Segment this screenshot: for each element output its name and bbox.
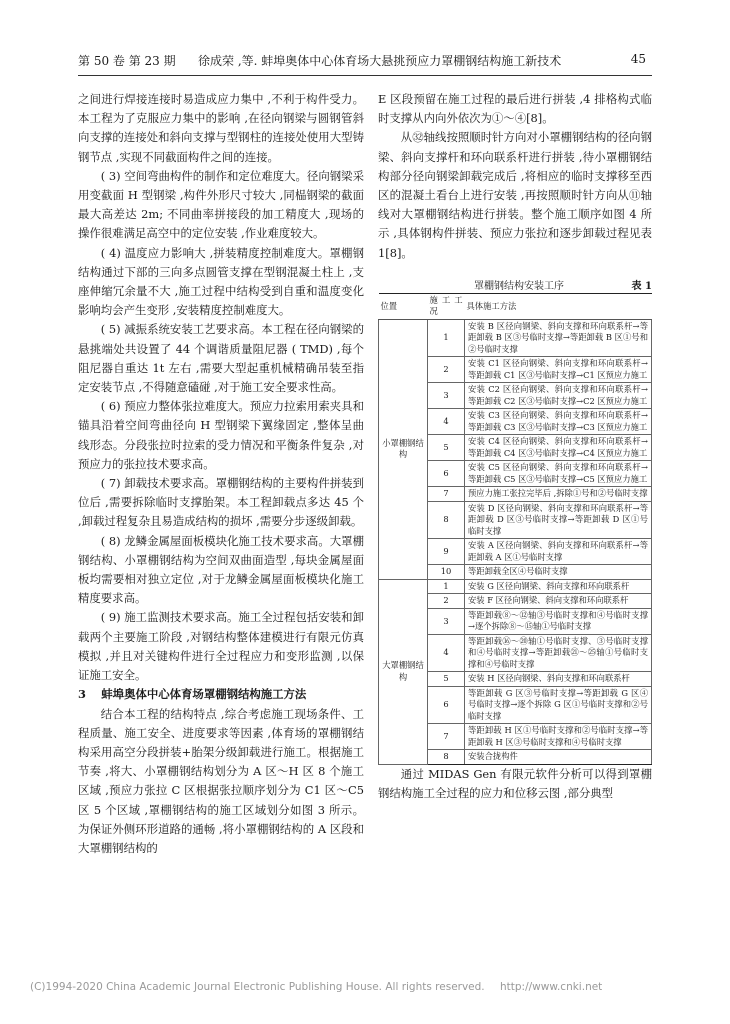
- row-position: 大罩棚钢结构: [379, 579, 428, 764]
- row-stage-number: 9: [428, 539, 465, 565]
- row-stage-number: 4: [428, 409, 465, 435]
- header-method: 具体施工方法: [465, 293, 652, 319]
- right-column-bottom-text: 通过 MIDAS Gen 有限元软件分析可以得到罩棚钢结构施工全过程的应力和位移云图 ,部分典型: [378, 766, 652, 801]
- section-heading: 3 蚌埠奥体中心体育场罩棚钢结构施工方法: [78, 687, 307, 702]
- page-number: 45: [630, 52, 646, 66]
- row-method: 安装 C5 区径向钢梁、斜向支撑和环向联系杆→等距卸载 C5 区③号临时支撑→C5 区预应力施工: [465, 461, 652, 487]
- row-method: 安装 C4 区径向钢梁、斜向支撑和环向联系杆→等距卸载 C4 区③号临时支撑→C4 区预应力施工: [465, 435, 652, 461]
- header-stage: 施工工况: [428, 293, 465, 319]
- footer-url: http://www.cnki.net: [500, 981, 603, 993]
- table-caption: [378, 277, 652, 291]
- paragraph: E 区段预留在施工过程的最后进行拼装 ,4 排格构式临时支撑从内向外依次为①～④[8]。: [378, 92, 652, 126]
- row-stage-number: 8: [428, 750, 465, 765]
- row-stage-number: 10: [428, 565, 465, 580]
- table-row: [379, 579, 652, 594]
- table-header-row: [379, 293, 652, 319]
- article-authors-title: 徐成荣 ,等. 蚌埠奥体中心体育场大悬挑预应力罩棚钢结构施工新技术: [198, 54, 562, 68]
- header-position: 位置: [379, 293, 428, 319]
- paragraph: ( 5) 减振系统安装工艺要求高。本工程在径向钢梁的悬挑端处共设置了 44 个调谐质量阻尼器 ( TMD) ,每个阻尼器自重达 1t 左右 ,需要大型起重机械精确吊装至指定安装节点 ,不得随意磕碰 ,对于施工安全要求性高。: [78, 322, 364, 395]
- row-method: 安装 C1 区径向钢梁、斜向支撑和环向联系杆→等距卸载 C1 区③号临时支撑→C1 区预应力施工: [465, 357, 652, 383]
- row-stage-number: 6: [428, 686, 465, 724]
- row-stage-number: 7: [428, 487, 465, 502]
- row-method: 安装 D 区径向钢梁、斜向支撑和环向联系杆→等距卸载 D 区③号临时支撑→等距卸载 D 区①号临时支撑: [465, 501, 652, 539]
- row-stage-number: 2: [428, 594, 465, 609]
- paragraph: ( 6) 预应力整体张拉难度大。预应力拉索用索夹具和锚具沿着空间弯曲径向 H 型钢梁下翼缘固定 ,整体呈曲线形态。分段张拉时拉索的受力情况和平衡条件复杂 ,对预应力的张拉技术要求高。: [78, 399, 364, 471]
- row-stage-number: 5: [428, 435, 465, 461]
- row-method: 安装 C2 区径向钢梁、斜向支撑和环向联系杆→等距卸载 C2 区③号临时支撑→C2 区预应力施工: [465, 383, 652, 409]
- copyright-notice: (C)1994-2020 China Academic Journal Electronic Publishing House. All rights reserved.: [30, 981, 485, 993]
- journal-volume: 第 50 卷 第 23 期: [78, 54, 176, 68]
- paragraph: ( 9) 施工监测技术要求高。施工全过程包括安装和卸载两个主要施工阶段 ,对钢结构整体建模进行有限元仿真模拟 ,并且对关键构件进行全过程应力和变形监测 ,以保证施工安全。: [78, 610, 364, 683]
- running-header: [78, 50, 652, 72]
- table-label: 表 1: [631, 280, 652, 292]
- row-stage-number: 8: [428, 501, 465, 539]
- row-method: 安装合拢构件: [465, 750, 652, 765]
- row-method: 等距卸载⑧～⑫轴③号临时支撑和④号临时支撑→逐个拆除⑧～⑮轴①号临时支撑: [465, 608, 652, 634]
- row-stage-number: 3: [428, 608, 465, 634]
- table-title: 罩棚钢结构安装工序: [474, 280, 564, 292]
- row-method: 等距卸载⑯～⑳轴①号临时支撑、③号临时支撑和④号临时支撑→等距卸载㉑～㉕轴①号临时支撑和④号临时支撑: [465, 634, 652, 672]
- row-stage-number: 7: [428, 724, 465, 750]
- right-column-top-text: [378, 90, 652, 263]
- row-method: 等距卸载 G 区③号临时支撑→等距卸载 G 区④号临时支撑→逐个拆除 G 区①号临时支撑和②号临时支撑: [465, 686, 652, 724]
- paragraph: 从㉜轴线按照顺时针方向对小罩棚钢结构的径向钢梁、斜向支撑杆和环向联系杆进行拼装 ,待小罩棚钢结构部分径向钢梁卸载完成后 ,将相应的临时支撑移至西区的混凝土看台上进行安装 ,再按照顺时针方向从⑪轴线对大罩棚钢结构进行拼装。整个施工顺序如图 4 所示 ,具体钢构件拼装、预应力张拉和逐步卸载过程见表 1[8]。: [378, 130, 652, 260]
- left-column: [78, 90, 364, 858]
- row-method: 安装 G 区径向钢梁、斜向支撑和环向联系杆: [465, 579, 652, 594]
- paragraph: ( 8) 龙鳞金属屋面板模块化施工技术要求高。大罩棚钢结构、小罩棚钢结构为空间双曲面造型 ,每块金属屋面板均需要相对独立定位 ,对于龙鳞金属屋面板模块化施工精度要求高。: [78, 533, 364, 606]
- row-position: 小罩棚钢结构: [379, 319, 428, 579]
- row-stage-number: 1: [428, 579, 465, 594]
- paragraph: ( 7) 卸载技术要求高。罩棚钢结构的主要构件拼装到位后 ,需要拆除临时支撑胎架。本工程卸载点多达 45 个 ,卸载过程复杂且易造成结构的损坏 ,需要分步逐级卸载。: [78, 476, 364, 529]
- header-rule: [78, 75, 652, 76]
- row-stage-number: 4: [428, 634, 465, 672]
- row-method: 安装 F 区径向钢梁、斜向支撑和环向联系杆: [465, 594, 652, 609]
- paragraph: 之间进行焊接连接时易造成应力集中 ,不利于构件受力。本工程为了克服应力集中的影响 ,在径向钢梁与圆钢管斜向支撑的连接处和斜向支撑与型钢柱的连接处使用大型铸钢节点 ,实现不同截面构件之间的连接。: [78, 92, 364, 164]
- table-row: [379, 319, 652, 357]
- right-column: [378, 90, 652, 803]
- construction-sequence-table: [378, 293, 652, 765]
- paragraph: ( 3) 空间弯曲构件的制作和定位难度大。径向钢梁采用变截面 H 型钢梁 ,构件外形尺寸较大 ,同榀钢梁的截面最大高差达 2m; 不同曲率拼接段的加工精度大 ,现场的操作很难满足高空中的定位安装 ,作业难度较大。: [78, 168, 364, 241]
- row-stage-number: 2: [428, 357, 465, 383]
- row-method: 安装 A 区径向钢梁、斜向支撑和环向联系杆→等距卸载 A 区①号临时支撑: [465, 539, 652, 565]
- row-method: 预应力施工张拉完毕后 ,拆除①号和②号临时支撑: [465, 487, 652, 502]
- row-method: 等距卸载 H 区①号临时支撑和②号临时支撑→等距卸载 H 区③号临时支撑和④号临时支撑: [465, 724, 652, 750]
- row-stage-number: 5: [428, 672, 465, 687]
- row-stage-number: 3: [428, 383, 465, 409]
- row-method: 安装 C3 区径向钢梁、斜向支撑和环向联系杆→等距卸载 C3 区③号临时支撑→C3 区预应力施工: [465, 409, 652, 435]
- row-stage-number: 6: [428, 461, 465, 487]
- row-stage-number: 1: [428, 319, 465, 357]
- paragraph: 结合本工程的结构特点 ,综合考虑施工现场条件、工程质量、施工安全、进度要求等因素 ,体育场的罩棚钢结构采用高空分段拼装+胎架分级卸载进行施工。根据施工节奏 ,将大、小罩棚钢结构划分为 A 区～H 区 8 个施工区域 ,预应力张拉 C 区根据张拉顺序划分为 C1 区～C5 区 5 个区域 ,罩棚钢结构的施工区域划分如图 3 所示。为保证外侧环形道路的通畅 ,将小罩棚钢结构的 A 区段和大罩棚钢结构的: [78, 706, 364, 855]
- row-method: 安装 H 区径向钢梁、斜向支撑和环向联系杆: [465, 672, 652, 687]
- paragraph: ( 4) 温度应力影响大 ,拼装精度控制难度大。罩棚钢结构通过下部的三向多点圆管支撑在型钢混凝土柱上 ,支座伸缩冗余量不大 ,施工过程中结构受到自重和温度变化影响均会产生变形 ,安装精度控制难度大。: [78, 245, 364, 318]
- row-method: 安装 B 区径向钢梁、斜向支撑和环向联系杆→等距卸载 B 区③号临时支撑→等距卸载 B 区①号和②号临时支撑: [465, 319, 652, 357]
- row-method: 等距卸载全区④号临时支撑: [465, 565, 652, 580]
